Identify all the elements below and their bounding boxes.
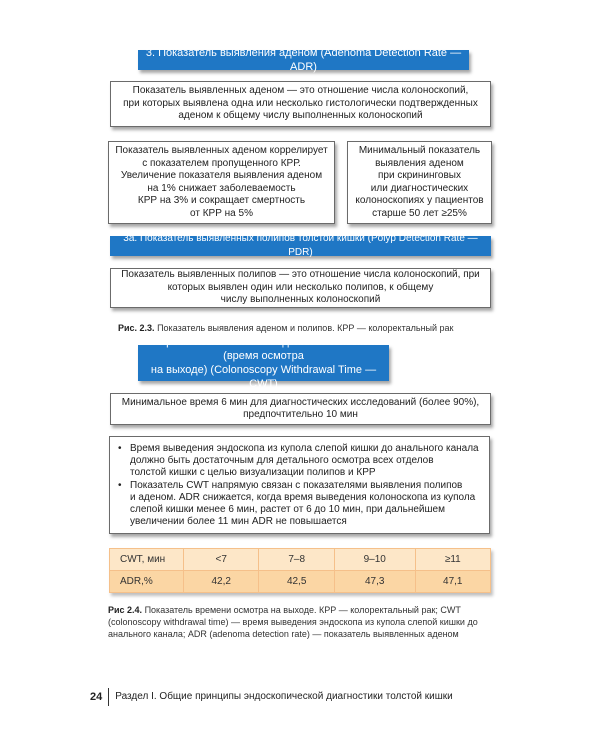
cwt-bullet-1-line-3: толстой кишки с целью визуализации полипов и КРР: [130, 467, 376, 479]
table-cell: 47,3: [334, 571, 415, 593]
table-cell: <7: [184, 549, 259, 571]
cwt-bullet-2: [118, 480, 481, 529]
pdr-definition-line-1: Показатель выявленных полипов — это отношение числа колоноскопий, при: [121, 269, 480, 281]
adr-minimum-line-4: или диагностических: [370, 182, 469, 194]
footer-section-title: Раздел I. Общие принципы эндоскопической диагностики толстой кишки: [115, 691, 453, 702]
figure-caption-2-4-label: Рис 2.4.: [108, 605, 143, 615]
adr-minimum-line-2: выявления аденом: [375, 157, 464, 169]
adr-definition-line-1: Показатель выявленных аденом — это отношение числа колоноскопий,: [132, 85, 469, 97]
adr-minimum-line-1: Минимальный показатель: [358, 145, 481, 156]
section4-header-line-1: 4. Время извлечения/выведения колоноскопа (время осмотра: [146, 336, 381, 362]
table-cell: 47,1: [415, 571, 490, 593]
table-cell: ≥11: [415, 549, 490, 571]
page-number: 24: [90, 691, 103, 703]
adr-correlation-box: [108, 141, 335, 224]
footer-divider: [108, 688, 109, 706]
figure-caption-2-4-line-2: (colonoscopy withdrawal time) — время выведения эндоскопа из купола слепой кишки до: [108, 617, 478, 627]
cwt-bullet-1: [118, 443, 481, 480]
adr-definition-line-3: аденом к общему числу выполненных колоноскопий: [178, 110, 423, 122]
cwt-minimum-line-1: Минимальное время 6 мин для диагностических исследований (более 90%),: [121, 396, 480, 408]
section4-header-line-2: на выходе) (Colonoscopy Withdrawal Time — CWT): [150, 364, 377, 390]
figure-caption-2-4-line-1: [108, 604, 504, 616]
adr-correlation-line-4: на 1% снижает заболеваемость: [147, 182, 296, 194]
table-cell: 42,2: [184, 571, 259, 593]
adr-correlation-line-3: Увеличение показателя выявления аденом: [120, 170, 323, 181]
table-cell: ADR,%: [110, 571, 184, 593]
adr-correlation-line-5: КРР на 3% и сокращает смертность: [137, 195, 306, 206]
pdr-definition-line-3: числу выполненных колоноскопий: [220, 294, 381, 306]
section3a-header-text: 3а. Показатель выявленных полипов толстой кишки (Polyp Detection Rate — PDR): [123, 233, 478, 258]
figure-caption-2-4-line-3: анального канала; ADR (adenoma detection rate) — показатель выявленных аденом: [108, 629, 459, 639]
section3-header-text: 3. Показатель выявления аденом (Adenoma Detection Rate — ADR): [145, 47, 462, 73]
cwt-bullet-2-line-4: увеличении более 11 мин ADR не повышается: [130, 516, 347, 528]
cwt-bullet-2-line-1: • Показатель CWT напрямую связан с показателями выявления полипов: [130, 479, 463, 491]
pdr-definition-line-2: которых выявлен один или несколько полипов, к общему: [167, 281, 434, 293]
adr-definition-box: [110, 81, 491, 127]
section4-header: [138, 336, 389, 390]
figure-caption-2-4-text-1: Показатель времени осмотра на выходе. КРР — колоректальный рак; CWT: [144, 605, 461, 615]
adr-minimum-line-3: при скрининговых: [378, 170, 461, 181]
table-cell: 42,5: [259, 571, 334, 593]
adr-definition-line-2: при которых выявлена одна или несколько гистологически подтвержденных: [123, 97, 478, 109]
cwt-bullet-2-line-3: слепой кишки менее 6 мин, растет от 6 до 10 мин, при дальнейшем: [130, 504, 445, 516]
table-cell: 7–8: [259, 549, 334, 571]
adr-correlation-line-2: с показателем пропущенного КРР.: [142, 157, 301, 169]
figure-caption-2-3: [118, 322, 518, 334]
cwt-minimum-line-2: предпочтительно 10 мин: [243, 409, 358, 420]
cwt-adr-table: [109, 548, 491, 593]
figure-caption-2-3-label: Рис. 2.3.: [118, 323, 155, 333]
table-cell: CWT, мин: [110, 549, 184, 571]
adr-minimum-line-5: колоноскопиях у пациентов: [355, 195, 484, 206]
adr-minimum-box: [347, 141, 492, 224]
adr-correlation-line-6: от КРР на 5%: [190, 207, 253, 219]
adr-correlation-line-1: Показатель выявленных аденом коррелирует: [115, 145, 328, 156]
page-footer: [90, 688, 453, 706]
cwt-bullets-box: [109, 436, 490, 534]
adr-minimum-line-6: старше 50 лет ≥25%: [372, 207, 467, 219]
cwt-minimum-box: [110, 393, 491, 425]
figure-caption-2-4: [108, 604, 504, 640]
cwt-bullet-1-line-1: • Время выведения эндоскопа из купола слепой кишки до анального канала: [130, 443, 479, 454]
section3-header: [138, 47, 469, 73]
section3a-header: [110, 233, 491, 258]
cwt-row: [110, 549, 491, 571]
table-cell: 9–10: [334, 549, 415, 571]
cwt-bullet-2-line-2: и аденом. ADR снижается, когда время выведения колоноскопа из купола: [130, 491, 476, 503]
figure-caption-2-3-text: Показатель выявления аденом и полипов. КРР — колоректальный рак: [157, 323, 454, 333]
cwt-bullet-1-line-2: должно быть достаточным для детального осмотра всех отделов: [130, 455, 434, 467]
adr-row: [110, 571, 491, 593]
pdr-definition-box: [110, 268, 491, 308]
